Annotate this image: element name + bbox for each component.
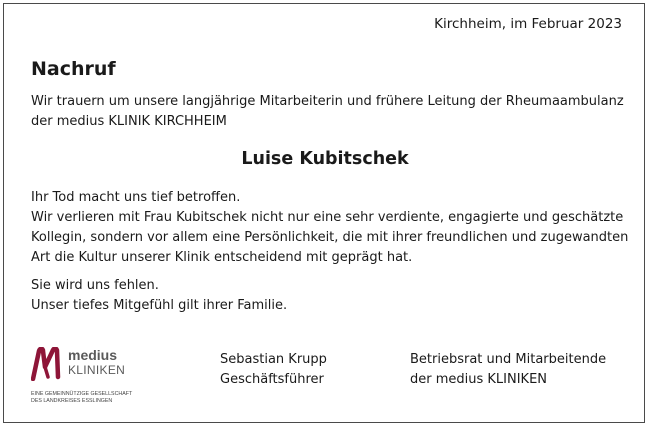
deceased-name: Luise Kubitschek: [241, 149, 409, 169]
signature-role: der medius KLINIKEN: [410, 372, 548, 387]
closing-line: Unser tiefes Mitgefühl gilt ihrer Familie.: [31, 298, 288, 313]
medius-logo: [31, 347, 181, 412]
logo-tagline-line: EINE GEMEINNÜTZIGE GESELLSCHAFT: [31, 391, 133, 397]
logo-tagline-line: DES LANDKREISES ESSLINGEN: [31, 398, 113, 404]
body-line: Wir verlieren mit Frau Kubitschek nicht nur eine sehr verdiente, engagierte und geschätzte: [31, 210, 624, 225]
signature-ceo: [220, 350, 327, 390]
closing-line: Sie wird uns fehlen.: [31, 278, 159, 293]
logo-brand: medius: [68, 347, 118, 363]
signature-works-council: [410, 350, 606, 390]
notice-title: Nachruf: [31, 58, 116, 80]
signature-role: Geschäftsführer: [220, 372, 324, 387]
intro-line: Wir trauern um unsere langjährige Mitarbeiterin und frühere Leitung der Rheumaambulanz: [31, 94, 624, 109]
body-line: Art die Kultur unserer Klinik entscheidend mit geprägt hat.: [31, 250, 413, 265]
signature-name: Betriebsrat und Mitarbeitende: [410, 352, 607, 367]
signature-name: Sebastian Krupp: [220, 352, 327, 367]
logo-tagline: [31, 391, 132, 405]
body-paragraph: [31, 188, 628, 268]
body-line: Kollegin, sondern vor allem eine Persönlichkeit, die mit ihrer freundlichen und zugewandten: [31, 230, 629, 245]
medius-m-icon: [31, 347, 67, 381]
date-line: Kirchheim, im Februar 2023: [434, 16, 622, 32]
logo-subtitle: KLINIKEN: [68, 363, 126, 377]
intro-paragraph: [31, 92, 624, 132]
intro-line: der medius KLINIK KIRCHHEIM: [31, 114, 227, 129]
body-line: Ihr Tod macht uns tief betroffen.: [31, 190, 241, 205]
closing-paragraph: [31, 276, 287, 316]
